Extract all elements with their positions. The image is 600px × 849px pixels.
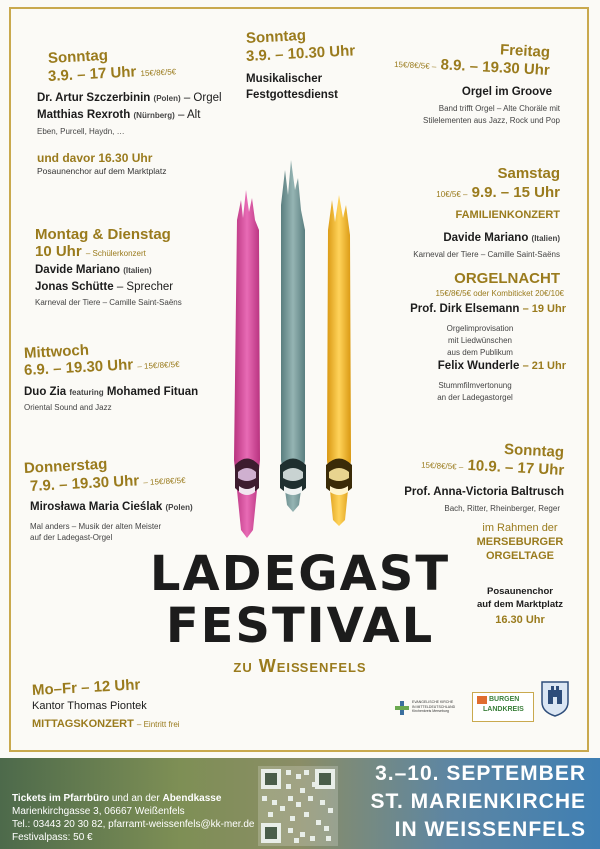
sun109-works: Bach, Ritter, Rheinberger, Reger [444, 504, 560, 513]
mofr-time: Mo–Fr – 12 Uhr [31, 676, 141, 699]
fri-desc-2: Stilelementen aus Jazz, Rock und Pop [423, 116, 560, 125]
sun109-rahmen-2: MERSEBURGER [476, 536, 564, 548]
orgel-desc-2: mit Liedwünschen [447, 336, 513, 345]
don-desc-2: auf der Ladegast-Orgel [30, 533, 113, 542]
flag-icon [477, 696, 487, 704]
don-performer: Mirosława Maria Cieślak (Polen) [30, 501, 193, 513]
mondie-performer-2: Jonas Schütte – Sprecher [35, 281, 174, 293]
mondie-time: 10 Uhr – Schülerkonzert [35, 243, 146, 260]
footer-dates: 3.–10. SEPTEMBER [375, 762, 586, 785]
qr-code-icon[interactable] [258, 766, 338, 846]
burgenlandkreis-logo: BURGEN LANDKREIS [472, 692, 534, 722]
sun39-performer-1: Dr. Artur Szczerbinin (Polen) – Orgel [37, 92, 222, 104]
footer-contact: Tel.: 03443 20 30 82, pfarramt-weissenfels@kk-mer.de [12, 819, 255, 830]
don-desc-1: Mal anders – Musik der alten Meister [30, 522, 162, 531]
don-time: 7.9. – 19.30 Uhr – 15€/8€/5€ [29, 472, 186, 495]
sat-time: 10€/5€ – 9.9. – 15 Uhr [436, 184, 560, 201]
sun109-posaune-time: 16.30 Uhr [495, 614, 545, 626]
orgel-desc-1: Orgelimprovisation [446, 324, 514, 333]
sun39-time: 3.9. – 17 Uhr 15€/8€/5€ [47, 63, 177, 85]
mofr-performer: Kantor Thomas Piontek [32, 700, 147, 712]
sun109-posaune-2: auf dem Marktplatz [476, 599, 564, 610]
don-day: Donnerstag [23, 455, 108, 477]
orgel-performer-1: Prof. Dirk Elsemann – 19 Uhr [410, 303, 566, 315]
teal-pipe [280, 160, 306, 512]
footer-address: Marienkirchgasse 3, 06667 Weißenfels [12, 806, 185, 817]
footer-venue: ST. MARIENKIRCHE [370, 790, 586, 813]
city-crest-icon [540, 680, 570, 718]
sat-label: FAMILIENKONZERT [455, 209, 560, 221]
festival-title-2: FESTIVAL [165, 598, 435, 654]
sun109-rahmen-3: ORGELTAGE [485, 550, 555, 562]
footer-city: IN WEISSENFELS [394, 818, 586, 841]
mit-performers: Duo Zia featuring Mohamed Fituan [24, 386, 199, 398]
orgel-desc-5: an der Ladegastorgel [437, 393, 513, 402]
yellow-pipe [326, 195, 352, 526]
sun39-performer-2: Matthias Rexroth (Nürnberg) – Alt [37, 109, 201, 121]
sun39-before: und davor 16.30 Uhr [37, 151, 153, 165]
fri-desc-1: Band trifft Orgel – Alte Choräle mit [438, 104, 560, 113]
sun39-before-text: Posaunenchor auf dem Marktplatz [37, 166, 167, 176]
pink-pipe [234, 190, 260, 538]
orgel-desc-3: aus dem Publikum [447, 348, 513, 357]
sun109-posaune-1: Posaunenchor [487, 586, 553, 597]
orgel-price: 15€/8€/5€ oder Kombiticket 20€/10€ [435, 289, 564, 298]
fri-title: Orgel im Groove [461, 86, 552, 98]
sun109-performer: Prof. Anna-Victoria Baltrusch [404, 486, 564, 498]
center-day: Sonntag [245, 26, 307, 47]
fri-time: 15€/8€/5€ – 8.9. – 19.30 Uhr [394, 56, 551, 79]
sun39-works: Eben, Purcell, Haydn, … [37, 127, 125, 136]
mit-day: Mittwoch [23, 341, 90, 362]
footer-band [0, 758, 600, 849]
festival-subtitle: zu Weißenfels [233, 656, 367, 676]
sun109-rahmen-1: im Rahmen der [482, 522, 558, 534]
mit-desc: Oriental Sound and Jazz [24, 403, 112, 412]
orgel-desc-4: Stummfilmvertonung [438, 381, 512, 390]
center-line-1: Musikalischer [246, 73, 323, 85]
orgel-performer-2: Felix Wunderle – 21 Uhr [437, 360, 566, 372]
center-time: 3.9. – 10.30 Uhr [245, 42, 356, 65]
fri-day: Freitag [499, 41, 551, 61]
church-logo: EVANGELISCHE KIRCHE IN MITTELDEUTSCHLAND Kirchenkreis Merseburg [395, 697, 465, 721]
mondie-works: Karneval der Tiere – Camille Saint-Saëns [35, 298, 182, 307]
mondie-day: Montag & Dienstag [35, 226, 171, 243]
sun39-day: Sonntag [47, 46, 109, 67]
orgel-label: ORGELNACHT [454, 270, 560, 287]
festival-title-1: LADEGAST [149, 546, 451, 602]
footer-pass: Festivalpass: 50 € [12, 832, 93, 843]
sat-works: Karneval der Tiere – Camille Saint-Saëns [413, 250, 560, 259]
mofr-label: MITTAGSKONZERT – Eintritt frei [32, 718, 180, 730]
cross-icon [395, 701, 409, 715]
footer-tickets: Tickets im Pfarrbüro und an der Abendkasse [12, 793, 222, 804]
mit-time: 6.9. – 19.30 Uhr – 15€/8€/5€ [23, 356, 180, 379]
sun109-time: 15€/8€/5€ – 10.9. – 17 Uhr [420, 456, 565, 479]
organ-pipes-graphic [215, 160, 380, 545]
center-line-2: Festgottesdienst [246, 89, 339, 101]
sat-performer: Davide Mariano (Italien) [443, 232, 560, 244]
mondie-performer-1: Davide Mariano (Italien) [35, 264, 152, 276]
sun109-day: Sonntag [503, 440, 565, 461]
sat-day: Samstag [497, 165, 560, 182]
